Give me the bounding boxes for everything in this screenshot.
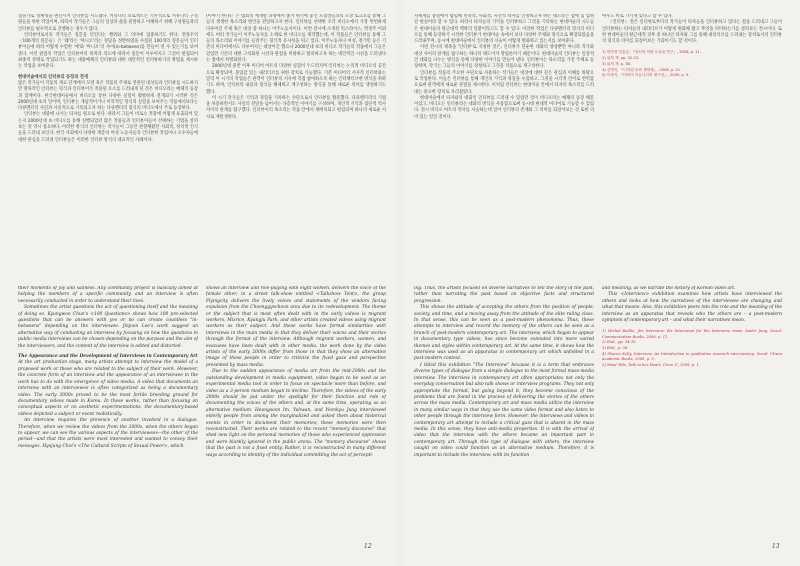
paragraph: 이번 전시의 제목을 '인터뷰'로 지칭한 것은, 인터뷰가 단순한 대화의 양상뿐만 아니라 작가와 대상 사이의 관계를 탐구하는 하나의 태도이자 방법론이기 때문이다. 현대미술의 인터뷰는 일상적인 대화를 나누는 방식을 통해 다양한 이야기를 만들어 낸다. 인터뷰이는 목소리를 가진 주체로 등장하며, 작가는 그들의 이야기를 경청하고 그것을 작품으로 재구성한다.	[414, 45, 594, 70]
paragraph: This shows the attitude of accepting the others from the position of people, society, and time, and a moving away from the attitude of the elite ruling class. In that sense, this can be seen as a post-modern phenomena. Thus, these attempts to interview and record the memory of the others can be seen as a branch of post-modern contemporary art. The interview, which began to appear in documentary type videos, has since become extended into more varied themes and styles within contemporary art. At the same time, it shows how the interview was used as an apparatus in contemporary art which unfolded in a post-modern context.	[414, 305, 594, 362]
page-number-right: 13	[772, 543, 780, 550]
paragraph: 2000년대 중반 이후 미디어 아트의 다양한 실험이 두드러지며 인터뷰는 논리적 비디오의 공간으로 확장되며, 몰입감 있는 내러티브를 위한 장치로 기능했다. 기존 미디어의 서사적 인터뷰와는 달리 이 시기의 작업들은 관객이 인터뷰의 서사에 직접 참여하도록 하는 인터랙티브한 방식을 취하기도 하며, 인터뷰의 내용과 형식을 해체하고 재구성하는 방식을 통해 새로운 의미를 생성하기도 했다.	[206, 64, 386, 95]
paragraph: 현대미술에서 타자와의 대화인 인터뷰를 드러낸 수 있었던 것이 비디오라는 매체의 등장 때문이었고, 비디오는 인터뷰라는 대화의 방식을 사용함으로써 동시대 현대적 미디어로 기능할 수 있었다. 전시 비디오 아트의 역사를 서술하는데 있어 인터뷰의 존재와 그 의미를 되짚어보는 것 또한 의미 있는 일일 것이다.	[414, 95, 594, 120]
korean-column-2	[206, 14, 386, 121]
footnote: 3) Ibid., p. 38.	[602, 346, 629, 351]
paragraph: and meaning, as we narrate the history of Korean video art.	[602, 286, 736, 291]
paragraph: Due to the sudden appearance of media art from the mid-2000s and the outstanding development in media equipment, video began to be used as an experimental media tool in order to focus on spectacle more than before, and video as a 3-person medium began to decline. Therefore, the videos of the early 2000s should be put under the spotlight for their function and role of documenting the voices of the others and, at the same time, operating as an alternative medium. Heungsoon Im, Yuhwan, and Yeonkyu Jung interviewed elderly people from among the marginalized and asked them about historical events in order to document their memories; these memories were then reconstructed. Their works are related to the recent "memory discourse" that shed new light on the personal memories of those who experienced oppression and were blankly ignored in the public arena. The "memory discourse" shows that the past is not a fixed entity. Rather, it is reconstructed in many different ways according to identity of the individual committing the act of percepti-	[206, 369, 386, 458]
footnote: 2) Ibid., pp. 34-35.	[602, 340, 637, 345]
paragraph: 〈인터뷰〉전은 인터뷰로부터의 작가들이 타자들을 인터뷰하고 있다는 점을 드러내고 그들이 인터뷰하는 타자들의 내러티브가 어떻게 변화해 왔고 무엇을 의미하는가를 살펴보는 전시이다. 또한 현대미술의 탈근대적 징후 중 하나인 타자와 그를 통해 내러티브를 드러내는 장치로서의 인터뷰의 형식과 의미를 되짚어보는 기회이기도 할 것이다.	[602, 20, 782, 45]
section-heading: 현대미술에서의 인터뷰의 등장과 전개	[18, 74, 88, 80]
paragraph: An interview requires the presence of another involved in a dialogue. Therefore, when we review the videos from the 2000s, when the others began to appear, we can see the various aspects of the interviewees—the other of the period—and that the artists were most interested and wanted to convey their messages. Hyojung Choi's <The Cultural Scripts of Sexual Power>, which	[18, 418, 198, 449]
english-column-2	[206, 286, 386, 459]
paragraph: (이야기 한다)〉은 범죄적 재개발 과정에서 쫓겨 위기에 놓인 노점상들과의 노상 토크쇼를 통해 그들의 생생한 목소리와 발언을 전달하고자 한다. 인터뷰를 선택한 조각 비디오에서 가장 빈번하게 다루어진 주제 혹은 대상 중 하나는 이주노동자이다. 이번 전시에 소개된 믹스라이스, 박경주 이외에도 여러 작가들이 이주노동자를 소재로 한 비디오를 제작했는데, 이 작품들은 인터뷰를 통해 그들의 목소리와 이야기를 들려주는 형식적 유사성을 띄고 있다. 이주노동자나 여성, 철거민 등은 기존의 미디어에서도 다루어지는 대상이긴 했으나 2000년대 초의 비디오 작가들의 작품에서 그들은 얻었던 기존의 대한 고착화된 시선과 관점을 비판하고 탈피하고자 하는 대안적인 시선을 드러낸다는 점에서 차별화된다.	[206, 14, 386, 64]
paragraph: This <Interview> exhibition examines how artists have interviewed the others and looks at how the narratives of the interviewee are changing and what that means. Also, this exhibition peers into the role and the meaning of the interview as an apparatus that reveals who the others are – a post-modern symptom of contemporary art – and what their narratives mean.	[602, 292, 782, 324]
footnote: 4) Sharon Kelly, Interview: An Introduction to qualitative research interviewing, Seoul: Ulwon Academic Books, 2006, p. 5.	[602, 351, 782, 361]
english-column-1	[18, 286, 198, 450]
paragraph: I titled this exhibition "The Interview" because it is a term that embraces diverse types of dialogue from a simple dialogue to the most formal mass-media interview. The interview in contemporary art often appropriates not only the everyday conversation but also talk shows or interview programs. They not only appropriate the format, but going beyond it, they become conscious of the problems that are found in the process of delivering the stories of the others across the mass media. Contemporary art and mass media utilize the interview in many similar ways in that they use the same video format and also listen to other people through the interview form. However, the interviews and videos in contemporary art attempt to include a critical gaze that is absent in the mass media. In this sense, they have anti-media properties. It is with the arrival of video that the interview with the others became an important part in contemporary art. Through this type of dialogue with others, the interview caught on video could function as an alternative medium. Therefore, it is important to include the interview, with its function	[414, 362, 594, 458]
footnote: 2) 위의 책, pp. 32-33.	[602, 56, 640, 61]
paragraph: their moments of joy and sadness. Any community project is basically aimed at helping the members of a specific community, and an interview is often necessarily conducted in order to understand their lives.	[18, 286, 198, 304]
english-column-3	[414, 286, 594, 459]
footnote: 5) Mind 'Blix, Talk to her Heart, Circa 'C, 2008, p. 1.	[602, 362, 701, 367]
paragraph: 이 시기 작가들은 기억과 경험을 기록하는 수단으로서 인터뷰를 활용했다. 다큐멘터리의 기법을 차용하면서도 사실의 전달을 넘어서는 다층적인 이야기를 구성하며, 개인적 기억과 집단적 역사 사이의 관계를 탐구했다. 인터뷰이의 목소리는 작품 안에서 재배치되고 편집되며 하나의 새로운 서사로 재탄생한다.	[206, 95, 386, 120]
paragraph: 인터뷰는 대중에 나서는 타자를 필요로 한다. 따라서 그들이 비로소 적용에 어떻게 표출되어 있는지 2000년대 초 비디오를 통해 실행되었던 많은 작품들과 인터뷰이들이 선택하는 기법을 살펴보는 것 역시 중요하다. 이러한 방식의 인터뷰는 작가들이 그동안 관찰해왔던 사회적, 정치적 인식들을 드러내 보인다. 한국 사회에서 다양한 계층의 여성 노동자들과 인터뷰한 작업이나 소수자들에 대한 관심을 드러낸 인터뷰들은 이러한 인터뷰 방식의 대표적인 사례이다.	[18, 112, 198, 143]
paragraph: 점술가로 정체성을 변신시켜 인터뷰를 시도했다. 커뮤니티 프로젝트는 기본적으로 커뮤니티 구성원들을 위한 작업이며, 따라서 작가들은 그들의 일상과 삶을 관찰하고 이해하기 위해 구성원들과의 인터뷰를 필수적으로 진행하는 경우가 많다.	[18, 14, 198, 32]
paragraph: ing. Thus, the artists focused on diverse narratives to tell the story of the past, rather than narrating the past based on objective facts and structured progression.	[414, 286, 594, 304]
footnote: 1) Michel Baillie, Jim Interview: Six Interviews for the Interview, trans. Ander Jung, Seoul: Communication Books, 2006, p. 11.	[602, 329, 782, 339]
paragraph: 인터뷰어로서의 작가들은 질문을 던진다는 행위와 그 의미에 집중하기도 한다. 전경우의 〈100개의 질문들〉은 '왜'라는 '아니오'라는 질답을 정반하였을 수집된 100개의 질문들이 인터뷰이들에 따라 어떻게 수렴한 '예'와 '아니오'의 사이(in-between)를 만들어 낼 수 있는가를 보여준다. 이런 관점의 작업은 인터뷰어의 목적과 의도에 따라서 질문이 이루어지고 그것이 편집되어 최종적 상태로 작업되기도 하는 대중매체의 인터뷰와 대한 대안적인 인터뷰하기의 방법을 제시하는 작업을 보여준다.	[18, 32, 198, 70]
english-column-4	[602, 286, 782, 368]
footnotes	[602, 329, 782, 367]
section-heading: The Appearance and the Development of Interviews in Contemporary Art	[18, 354, 198, 360]
paragraph: 많은 작가들이 작품의 재료 단계에서 모델 혹은 작품의 주제로 연관된 대상들과 인터뷰를 시도하지만 명목적인 인터뷰는 형식과 인터뷰이가 적용된 요소를 드러내게 된 것은 비디오라는 매체의 등장과 함께이다. 한국현대미술에서 비디오를 통한 다양한 실험이 활발하게 전개되기 시작한 것은 2000년대 초의 일이며, 인터뷰는 개념적이거나 미학적인 형식의 실험을 보여주는 작품에서보다는 다큐멘터리 사진과 사실적으로 기록되고자 하는 다큐멘터리 형식의 비디오에서 주로 등장한다.	[18, 80, 198, 112]
footnote: 1) 박찬경·임흥순, 『당신의 어떤 모습을 연구』, 2006, p. 11.	[602, 50, 701, 55]
paragraph: 아우도 비로 가기게 있다고 할 수 있다.	[602, 14, 673, 19]
footnotes	[602, 50, 782, 78]
footnote: 5) 이광석, 『미학적 커뮤니티의 재구성』, 2009, p. 5.	[602, 73, 690, 78]
korean-column-3	[414, 14, 594, 121]
book-gutter	[398, 0, 402, 566]
korean-column-1	[18, 14, 198, 144]
footnote: 4) 김영미, 『디지털 문화 생태계』, 2008, p. 21.	[602, 67, 682, 72]
korean-column-4	[602, 14, 782, 79]
footnote: 3) 위의 책, p. 38.	[602, 61, 631, 66]
paragraph: At the art production stage, many artists attempt to interview the model of a proposed work or those who are related to the subject of their work. However, the concrete form of an interview and the appearance of an interviewee in the work has to do with the emergence of video media. A video that documents an interview with an interviewee is often categorized as being a documentary video. The early 2000s proved to be the most fertile breeding ground for documentary videos made in Korea. In these works, rather than focusing on conceptual aspects or on aesthetic experimentations, the documentary-based videos depicted a subject or event realistically.	[18, 360, 198, 417]
paragraph: 자세계를 총실에서 탐험해 민족적, 사회적, 시간적 타자를 인정하고자 하는 태도라는 점에 힘 입혀진 현실이라 할 수 있다. 따라서 타자들의 기억을 인터뷰하고 그것을 기록하는 현대미술의 시도들은 현대미술의 탈근대적 맥락의 일환이라고도 할 수 있다. 이러한 작업은 다큐멘터리 형식의 비디오를 통해 등장하기 시작한 인터뷰가 현대미술 속에서 보다 다양한 주제와 형식으로 확장되었음을 드러내주며, 동시에 현대미술에서 인터뷰의 서술이 어떻게 변화하고 있는지를 보여준다.	[414, 14, 594, 45]
paragraph: shows an interview and role-playing with eight women, delivers the voice of the female other; in a street talk-show entitled <Talkshow Tent>, the group Flyingcity delivers the lively voices and statements of the vendors facing expulsion from the Cheonggyecheon area due to its redevelopment. The theme or the subject that is most often dealt with in the early videos is migrant workers. Mixrice, Kyungju Park, and other artists created videos using migrant workers as their subject. And these works have formal similarities with interviews in the main media in that they deliver their voices and their stories through the format of the interview. Although migrant workers, women, and evacuees have been dealt with in other media, the work done by the video artists of the early 2000s differ from those in that they show an alternative image of these people in order to criticize the fixed gaze and perspective presented by mass media.	[206, 286, 386, 368]
paragraph: Sometimes the artist questions the act of questioning itself and the meaning of doing so. Kyungwoo Chun's <100 Questions> shows how 100 pre-selected questions that can be answers with yes or no can create countless "in-betweens" depending on the interviewee. Jinjoon Lee's work suggest an alternative way of conducting an interview by focusing on how the questions in public media interviews can be chosen depending on the purpose and the aim of the interviewers, and the content of the interview is edited and distorted.	[18, 305, 198, 349]
paragraph: 인터뷰를 작품의 주요한 수단으로 사용하는 작가들은 대상에 대한 깊은 관심과 이해를 바탕으로 작업한다. 이들은 인터뷰를 통해 개인의 기억과 경험을 수집하고, 그것을 시각적 언어로 번역함으로써 관객에게 새로운 관점을 제시한다. 이처럼 인터뷰는 현대미술 안에서 타자의 목소리를 드러내는 중요한 장치로 자리잡았다.	[414, 70, 594, 95]
page-number-left: 12	[364, 543, 372, 550]
